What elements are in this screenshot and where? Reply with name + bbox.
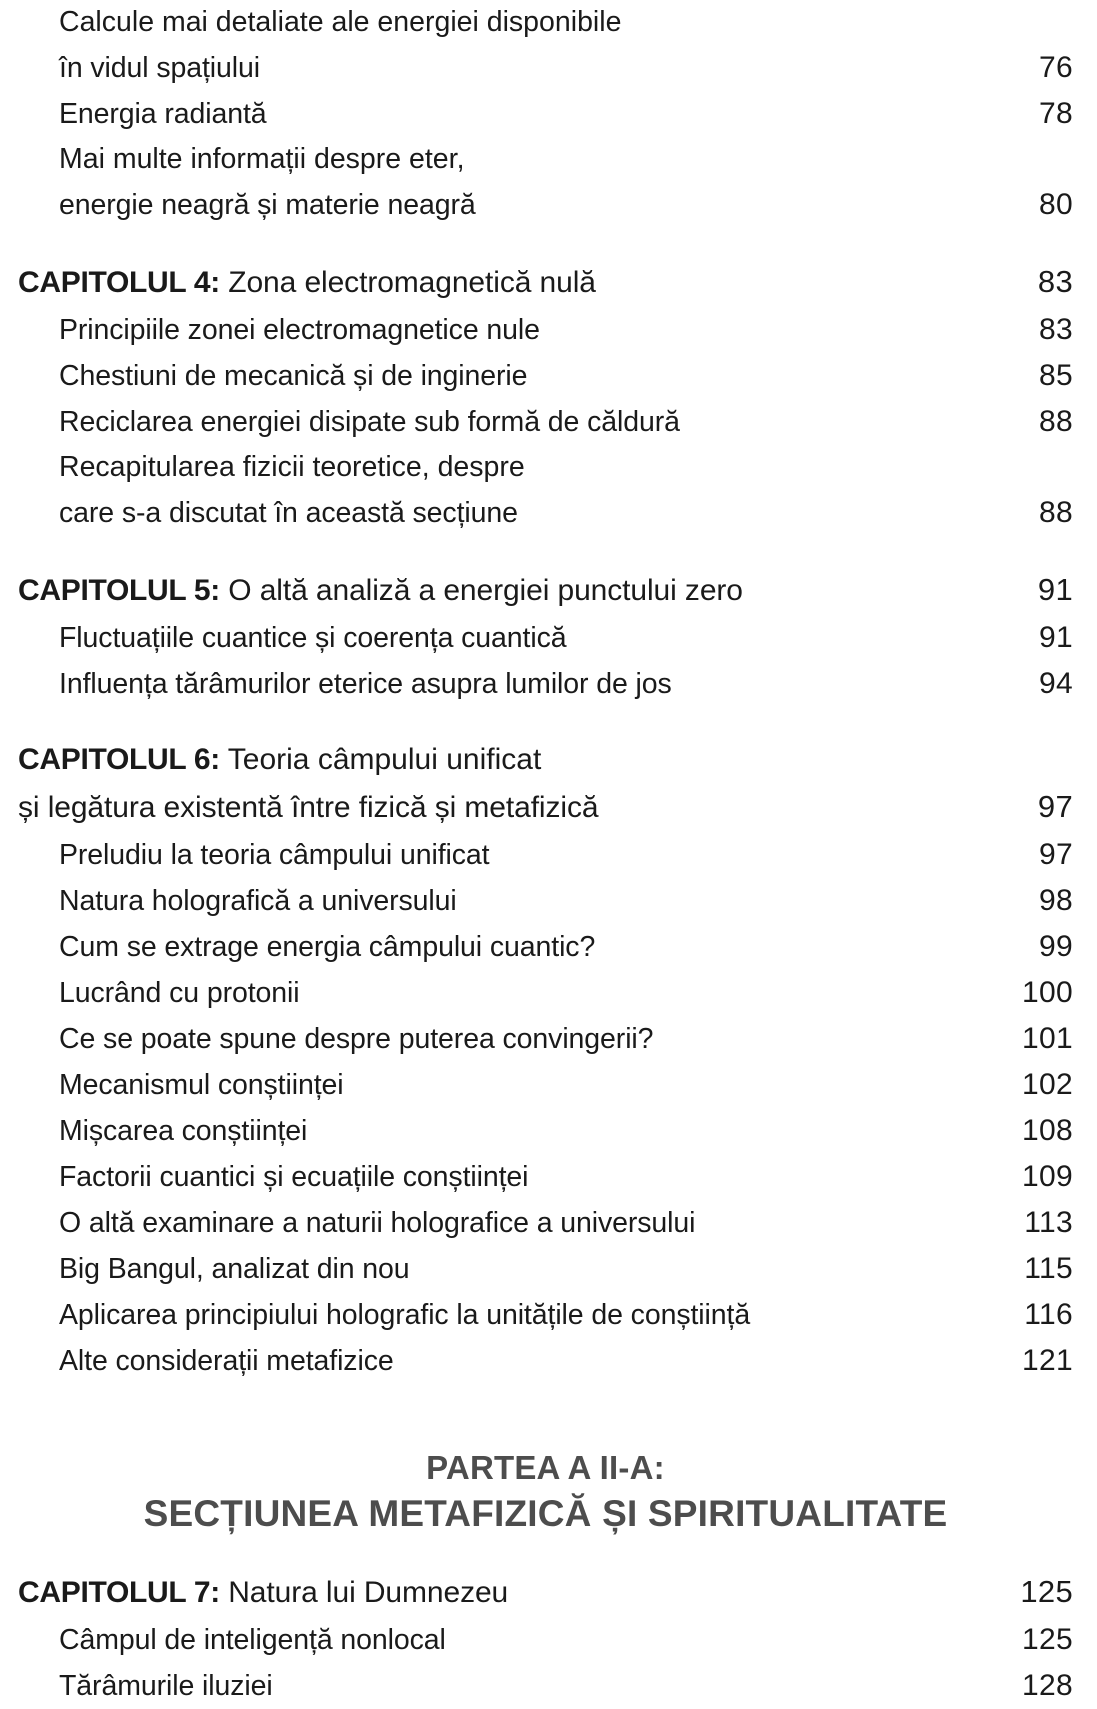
- toc-entry-title: Aplicarea principiului holografic la unitățile de conștiință: [59, 1299, 751, 1331]
- toc-entry-title: în vidul spațiului: [59, 52, 260, 84]
- toc-entry-title: Tărâmurile iluziei: [59, 1670, 273, 1702]
- section-gap: [18, 1538, 1073, 1568]
- toc-page-number: 76: [1039, 51, 1073, 84]
- toc-page-number: 115: [1024, 1252, 1073, 1285]
- toc-page-number: 108: [1022, 1114, 1073, 1147]
- toc-entry-title: energie neagră și materie neagră: [59, 189, 476, 221]
- toc-page-number: 91: [1039, 621, 1073, 654]
- dot-leader: [689, 415, 1009, 431]
- toc-entry-title: Cum se extrage energia câmpului cuantic?: [59, 931, 596, 963]
- dot-leader: [498, 848, 1009, 864]
- toc-sub-entry[interactable]: [18, 1617, 1073, 1663]
- toc-sub-entry[interactable]: [18, 1154, 1073, 1200]
- chapter-headline-first-line: [18, 737, 1073, 783]
- toc-entry-title: Fluctuațiile cuantice și coerența cuantică: [59, 622, 567, 654]
- toc-entry-title: O altă examinare a naturii holografice a universului: [59, 1207, 696, 1239]
- toc-page-number: 102: [1022, 1068, 1073, 1101]
- toc-entry-title: care s-a discutat în această secțiune: [59, 497, 518, 529]
- dot-leader: [419, 1262, 1009, 1278]
- toc-entry-title: Natura holografică a universului: [59, 885, 457, 917]
- toc-page-number: 98: [1039, 884, 1073, 917]
- chapter-number-label: CAPITOLUL 4:: [18, 266, 220, 299]
- chapter-title-label: Zona electromagnetică nulă: [228, 266, 596, 299]
- dot-leader: [403, 1354, 1009, 1370]
- toc-page-number: 91: [1037, 572, 1073, 607]
- toc-entry-title-first-line: Calcule mai detaliate ale energiei disponibile: [59, 6, 622, 38]
- toc-page-number: 121: [1022, 1344, 1073, 1377]
- toc-page-number: 97: [1039, 838, 1073, 871]
- toc-sub-entry[interactable]: [18, 353, 1073, 399]
- toc-entry-title: Energia radiantă: [59, 98, 267, 130]
- toc-entry-title: Chestiuni de mecanică și de inginerie: [59, 360, 528, 392]
- toc-sub-entry[interactable]: [18, 137, 1073, 228]
- dot-leader: [466, 894, 1009, 910]
- dot-leader: [485, 198, 1009, 214]
- toc-page-number: 83: [1037, 264, 1073, 299]
- toc-entry-title: [18, 567, 743, 615]
- toc-page-number: 116: [1024, 1298, 1073, 1331]
- toc-entry-title-first-line: Recapitularea fizicii teoretice, despre: [59, 451, 525, 483]
- toc-entry-title: Câmpul de inteligență nonlocal: [59, 1624, 446, 1656]
- chapter-headline-second-line: [18, 783, 1073, 832]
- chapter-number-label: CAPITOLUL 6:: [18, 743, 220, 776]
- toc-chapter-entry[interactable]: [18, 1568, 1073, 1617]
- section-gap: [18, 707, 1073, 737]
- part-heading-line-2: SECȚIUNEA METAFIZICĂ ȘI SPIRITUALITATE: [143, 1493, 948, 1534]
- toc-entry-title: Ce se poate spune despre puterea convingerii?: [59, 1023, 654, 1055]
- toc-sub-entry[interactable]: [18, 878, 1073, 924]
- toc-entry-title: Mișcarea conștiinței: [59, 1115, 308, 1147]
- toc-page-number: 125: [1020, 1574, 1073, 1609]
- toc-page-number: 99: [1039, 930, 1073, 963]
- toc-page-number: 101: [1022, 1022, 1073, 1055]
- dot-leader: [662, 1032, 1009, 1048]
- dot-leader: [276, 107, 1009, 123]
- toc-sub-entry[interactable]: [18, 91, 1073, 137]
- toc-entry-title: [18, 259, 596, 307]
- toc-entry-title: Factorii cuantici și ecuațiile conștiinței: [59, 1161, 529, 1193]
- toc-entry-title-first-line: Mai multe informații despre eter,: [59, 143, 465, 175]
- toc-page-number: 94: [1039, 667, 1073, 700]
- dot-leader: [269, 61, 1009, 77]
- toc-entry-title: Lucrând cu protonii: [59, 977, 300, 1009]
- dot-leader: [759, 1308, 1009, 1324]
- toc-sub-entry[interactable]: [18, 1062, 1073, 1108]
- toc-page-number: 85: [1039, 359, 1073, 392]
- toc-page-number: 80: [1039, 188, 1073, 221]
- toc-page-number: 88: [1039, 496, 1073, 529]
- dot-leader: [309, 986, 1009, 1002]
- toc-sub-entry[interactable]: [18, 924, 1073, 970]
- toc-entry-title: Big Bangul, analizat din nou: [59, 1253, 410, 1285]
- dot-leader: [536, 369, 1009, 385]
- toc-sub-entry[interactable]: [18, 1200, 1073, 1246]
- toc-sub-entry[interactable]: [18, 399, 1073, 445]
- chapter-number-label: CAPITOLUL 7:: [18, 1576, 220, 1609]
- dot-leader: [604, 940, 1009, 956]
- toc-sub-entry[interactable]: [18, 1338, 1073, 1384]
- toc-sub-entry[interactable]: [18, 1663, 1073, 1709]
- toc-entry-title: Principiile zonei electromagnetice nule: [59, 314, 540, 346]
- dot-leader: [576, 631, 1010, 647]
- section-gap: [18, 1384, 1073, 1446]
- toc-page-number: 113: [1024, 1206, 1073, 1239]
- toc-entry-title: Alte considerații metafizice: [59, 1345, 394, 1377]
- toc-page-number: 78: [1039, 97, 1073, 130]
- toc-entry-second-line: [59, 182, 1073, 228]
- toc-page-number: 83: [1039, 313, 1073, 346]
- chapter-title-label: Natura lui Dumnezeu: [228, 1576, 509, 1609]
- toc-entry-second-line: [59, 45, 1073, 91]
- dot-leader: [527, 506, 1009, 522]
- toc-page-number: 109: [1022, 1160, 1073, 1193]
- dot-leader: [353, 1078, 1010, 1094]
- section-gap: [18, 536, 1073, 566]
- toc-sub-entry[interactable]: [18, 832, 1073, 878]
- toc-page-number: 97: [1037, 789, 1073, 824]
- toc-entry-title: Influența tărâmurilor eterice asupra lumilor de jos: [59, 668, 672, 700]
- toc-chapter-entry[interactable]: [18, 737, 1073, 832]
- toc-sub-entry[interactable]: [18, 1016, 1073, 1062]
- toc-entry-title: Reciclarea energiei disipate sub formă de căldură: [59, 406, 680, 438]
- toc-sub-entry[interactable]: [18, 1292, 1073, 1338]
- toc-sub-entry[interactable]: [18, 1246, 1073, 1292]
- dot-leader: [316, 1124, 1009, 1140]
- part-heading: [18, 1446, 1073, 1538]
- dot-leader: [704, 1216, 1009, 1232]
- dot-leader: [605, 276, 1009, 292]
- toc-sub-entry[interactable]: [18, 1108, 1073, 1154]
- dot-leader: [282, 1679, 1009, 1695]
- toc-page-number: 128: [1022, 1669, 1073, 1702]
- dot-leader: [607, 801, 1009, 817]
- toc-sub-entry[interactable]: [18, 615, 1073, 661]
- section-gap: [18, 228, 1073, 258]
- toc-entry-second-line: [59, 490, 1073, 536]
- chapter-number-label: CAPITOLUL 5:: [18, 574, 220, 607]
- toc-sub-entry[interactable]: [18, 661, 1073, 707]
- toc-sub-entry[interactable]: [18, 0, 1073, 91]
- chapter-title-label: O altă analiză a energiei punctului zero: [228, 574, 743, 607]
- part-heading-line-1: PARTEA A II-A:: [426, 1449, 665, 1486]
- toc-sub-entry[interactable]: [18, 970, 1073, 1016]
- dot-leader: [681, 677, 1009, 693]
- toc-entry-title: și legătura existentă între fizică și metafizică: [18, 791, 599, 824]
- toc-entry-title: [18, 1569, 508, 1617]
- toc-sub-entry[interactable]: [18, 307, 1073, 353]
- toc-entry-title: Mecanismul conștiinței: [59, 1069, 344, 1101]
- toc-chapter-entry[interactable]: [18, 258, 1073, 307]
- toc-page-number: 88: [1039, 405, 1073, 438]
- toc-chapter-entry[interactable]: [18, 566, 1073, 615]
- toc-sub-entry[interactable]: [18, 445, 1073, 536]
- dot-leader: [549, 323, 1009, 339]
- dot-leader: [752, 584, 1009, 600]
- toc-page-number: 100: [1022, 976, 1073, 1009]
- dot-leader: [455, 1633, 1009, 1649]
- toc-entry-title: Preludiu la teoria câmpului unificat: [59, 839, 490, 871]
- toc-page-number: 125: [1022, 1623, 1073, 1656]
- dot-leader: [537, 1170, 1009, 1186]
- chapter-title-label: Teoria câmpului unificat: [227, 743, 542, 776]
